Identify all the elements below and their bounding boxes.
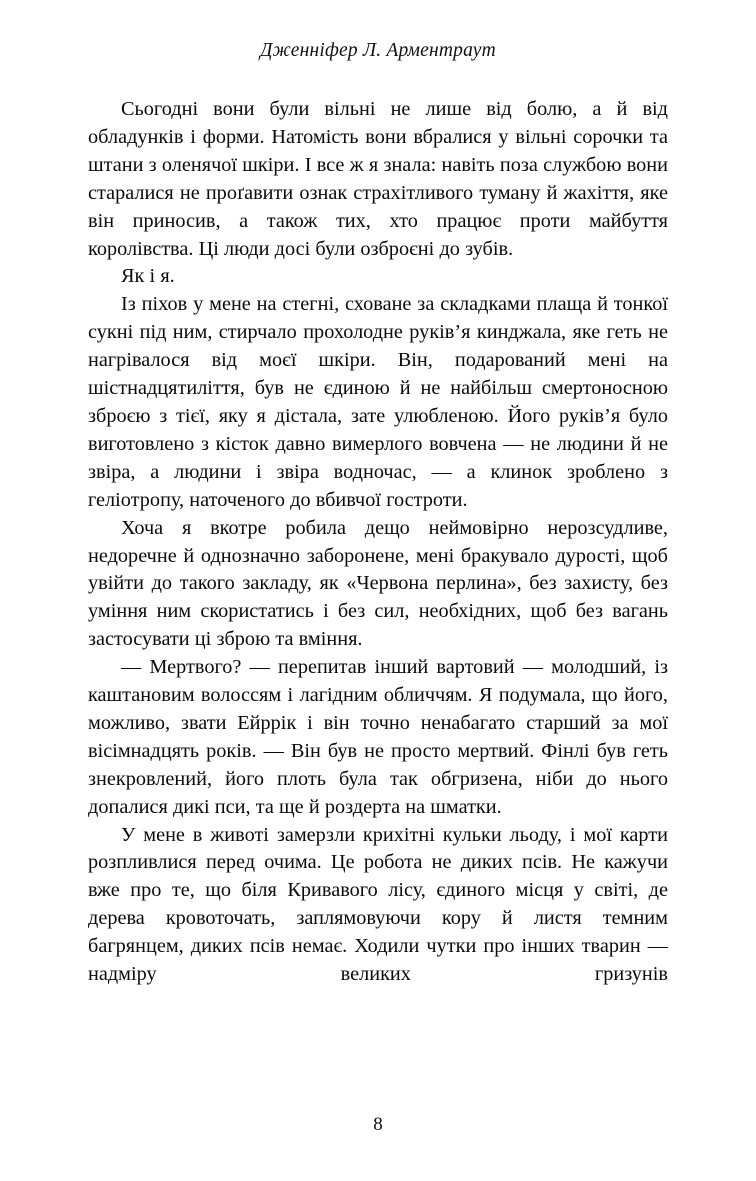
page-number: 8: [373, 1114, 383, 1135]
paragraph: Як і я.: [121, 265, 175, 288]
paragraph-dialogue: — Мертвого? — перепитав інший вартовий — молодший, із каштановим волоссям і лагідним обличчям. Я подумала, що його, можливо, звати Ейррік і він точно ненабагато старший за мої вісімнадцять років. — Він був не просто мертвий. Фінлі був геть знекровлений, його плоть була так обгризена, ніби до нього допалися дикі пси, та ще й роздерта на шматки.: [88, 656, 668, 818]
paragraph: У мене в животі замерзли крихітні кульки льоду, і мої карти розпливлися перед очима. Це робота не диких псів. Не кажучи вже про те, що біля Кривавого лісу, єдиного місця у світі, де дерева кровоточать, заплямовуючи кору й листя темним багрянцем, диких псів немає. Ходили чутки про інших тварин — надміру великих гризунів: [88, 823, 668, 986]
paragraph: Із піхов у мене на стегні, сховане за складками плаща й тонкої сукні під ним, стирчало прохолодне руків’я кинджала, яке геть не нагрівалося від моєї шкіри. Він, подарований мені на шістнадцятиліття, був не єдиною й не найбільш смертоносною зброєю з тієї, яку я дістала, зате улюбленою. Його руків’я було виготовлено з кісток давно вимерлого вовчена — не людини й не звіра, а людини і звіра водночас, — а клинок зроблено з геліотропу, наточеного до вбивчої гостроти.: [88, 293, 668, 511]
running-head-author: Дженніфер Л. Арментраут: [260, 40, 496, 61]
paragraph: Сьогодні вони були вільні не лише від болю, а й від обладунків і форми. Натомість вони вбралися у вільні сорочки та штани з оленячої шкіри. І все ж я знала: навіть поза службою вони старалися не проґавити ознак страхітливого туману й жахіття, яке він приносив, а також тих, хто працює проти майбуття королівства. Ці люди досі були озброєні до зубів.: [88, 98, 668, 260]
body-text-column: [88, 96, 668, 989]
paragraph: Хоча я вкотре робила дещо неймовірно нерозсудливе, недоречне й однозначно заборонене, мені бракувало дурості, щоб увійти до такого закладу, як «Червона перлина», без захисту, без уміння ним скористатись і без сил, необхідних, щоб без вагань застосувати ці зброю та вміння.: [88, 516, 668, 651]
